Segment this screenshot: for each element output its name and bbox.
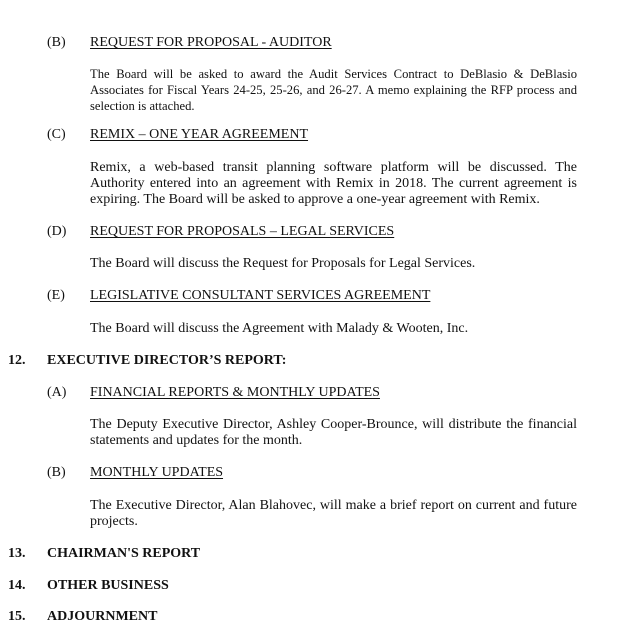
item-label-b-auditor: (B) — [47, 35, 66, 50]
item-title-legislative: LEGISLATIVE CONSULTANT SERVICES AGREEMENT — [90, 288, 431, 303]
item-body-monthly-updates: The Executive Director, Alan Blahovec, will make a brief report on current and future projects. — [90, 498, 577, 529]
section-number-15: 15. — [8, 609, 26, 624]
section-title-adjournment: ADJOURNMENT — [47, 609, 158, 624]
item-body-legislative: The Board will discuss the Agreement with Malady & Wooten, Inc. — [90, 321, 469, 336]
section-title-other-business: OTHER BUSINESS — [47, 578, 169, 593]
section-title-executive-director-report: EXECUTIVE DIRECTOR’S REPORT: — [47, 353, 287, 368]
item-title-remix: REMIX – ONE YEAR AGREEMENT — [90, 127, 309, 142]
section-number-12: 12. — [8, 353, 26, 368]
item-body-legal-rfp: The Board will discuss the Request for Proposals for Legal Services. — [90, 256, 476, 271]
item-label-c-remix: (C) — [47, 127, 66, 142]
item-title-financial-reports: FINANCIAL REPORTS & MONTHLY UPDATES — [90, 385, 380, 400]
item-body-financial-reports: The Deputy Executive Director, Ashley Cooper-Brounce, will distribute the financial statements and updates for the month. — [90, 417, 577, 448]
item-title-monthly-updates: MONTHLY UPDATES — [90, 465, 224, 480]
section-number-14: 14. — [8, 578, 26, 593]
item-body-auditor-rfp: The Board will be asked to award the Audit Services Contract to DeBlasio & DeBlasio Associates for Fiscal Years 24-25, 25-26, and 26-27. A memo explaining the RFP process and selection is attached. — [90, 67, 577, 113]
item-title-legal-rfp: REQUEST FOR PROPOSALS – LEGAL SERVICES — [90, 224, 395, 239]
item-body-remix: Remix, a web-based transit planning software platform will be discussed. The Authority entered into an agreement with Remix in 2018. The current agreement is expiring. The Board will be asked to approve a one-year agreement with Remix. — [90, 160, 577, 207]
item-title-auditor-rfp: REQUEST FOR PROPOSAL - AUDITOR — [90, 35, 332, 50]
item-label-e-legislative: (E) — [47, 288, 65, 303]
item-label-b-monthly: (B) — [47, 465, 66, 480]
section-title-chairmans-report: CHAIRMAN'S REPORT — [47, 546, 201, 561]
item-label-a-financial: (A) — [47, 385, 67, 400]
section-number-13: 13. — [8, 546, 26, 561]
item-label-d-legal: (D) — [47, 224, 67, 239]
